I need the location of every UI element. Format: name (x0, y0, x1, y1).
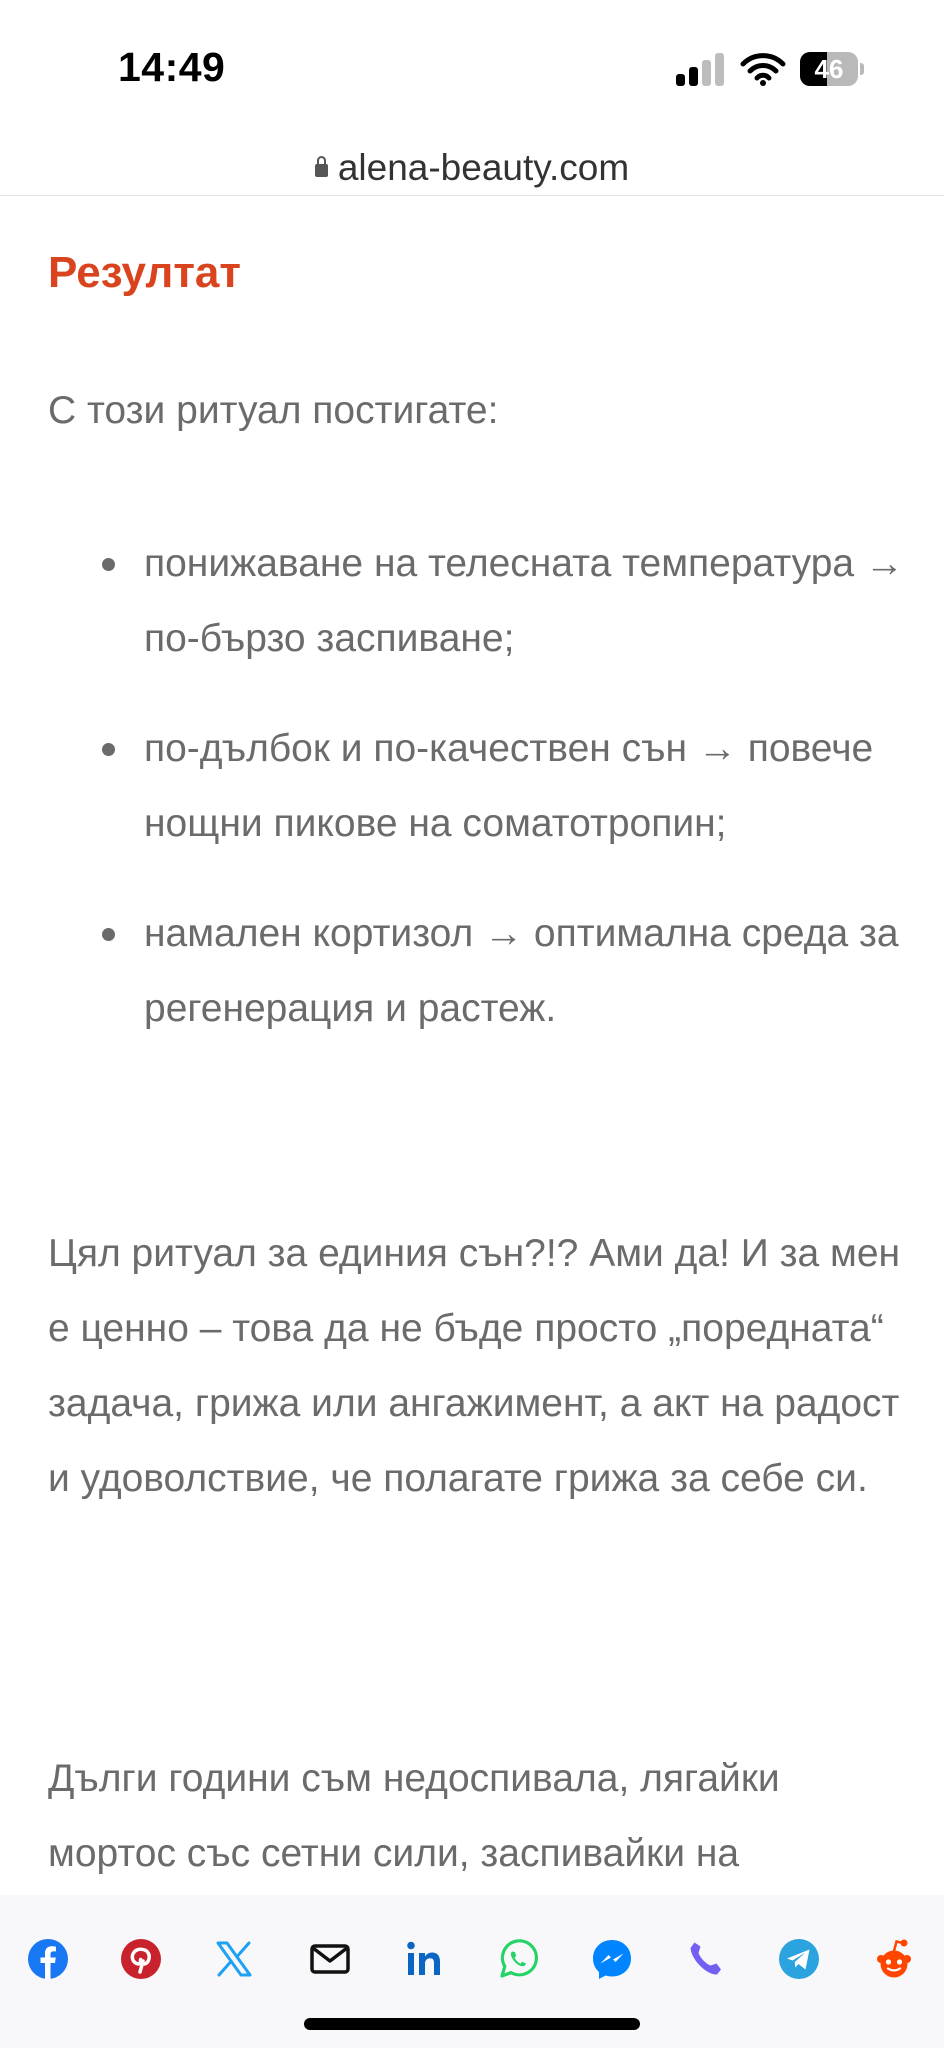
email-icon[interactable] (306, 1935, 354, 1983)
viber-icon[interactable] (681, 1935, 729, 1983)
reddit-icon[interactable] (870, 1935, 918, 1983)
status-time: 14:49 (118, 44, 226, 90)
messenger-icon[interactable] (588, 1935, 636, 1983)
list-item: понижаване на телесната температура → по-бързо заспиване; (0, 526, 944, 676)
address-bar[interactable] (0, 140, 944, 196)
facebook-icon[interactable] (24, 1935, 72, 1983)
paragraph: Дълги години съм недоспивала, лягайки мортос със сетни сили, заспивайки на (48, 1757, 780, 1875)
section-heading: Резултат (48, 248, 241, 297)
list-item: по-дълбок и по-качествен сън → повече нощни пикове на соматотропин; (0, 711, 944, 861)
battery-level: 46 (814, 54, 844, 84)
linkedin-icon[interactable] (400, 1935, 448, 1983)
article-content (0, 196, 944, 1896)
intro-text: С този ритуал постигате: (48, 389, 499, 432)
result-list (0, 526, 944, 1081)
battery-icon (800, 52, 862, 86)
telegram-icon[interactable] (775, 1935, 823, 1983)
list-item: намален кортизол → оптимална среда за регенерация и растеж. (0, 896, 944, 1046)
x-icon[interactable] (210, 1935, 258, 1983)
whatsapp-icon[interactable] (494, 1935, 542, 1983)
paragraph: Цял ритуал за единия сън?!? Ами да! И за мен е ценно – това да не бъде просто „поредната“ задача, грижа или ангажимент, а акт на радост и удоволствие, че полагате грижа за себе си. (48, 1232, 901, 1500)
wifi-icon (740, 52, 786, 86)
status-bar (0, 0, 944, 130)
url-text: alena-beauty.com (337, 147, 630, 188)
lock-icon (315, 164, 328, 177)
cellular-signal-icon (676, 52, 726, 86)
home-indicator[interactable] (304, 2018, 640, 2030)
pinterest-icon[interactable] (117, 1935, 165, 1983)
